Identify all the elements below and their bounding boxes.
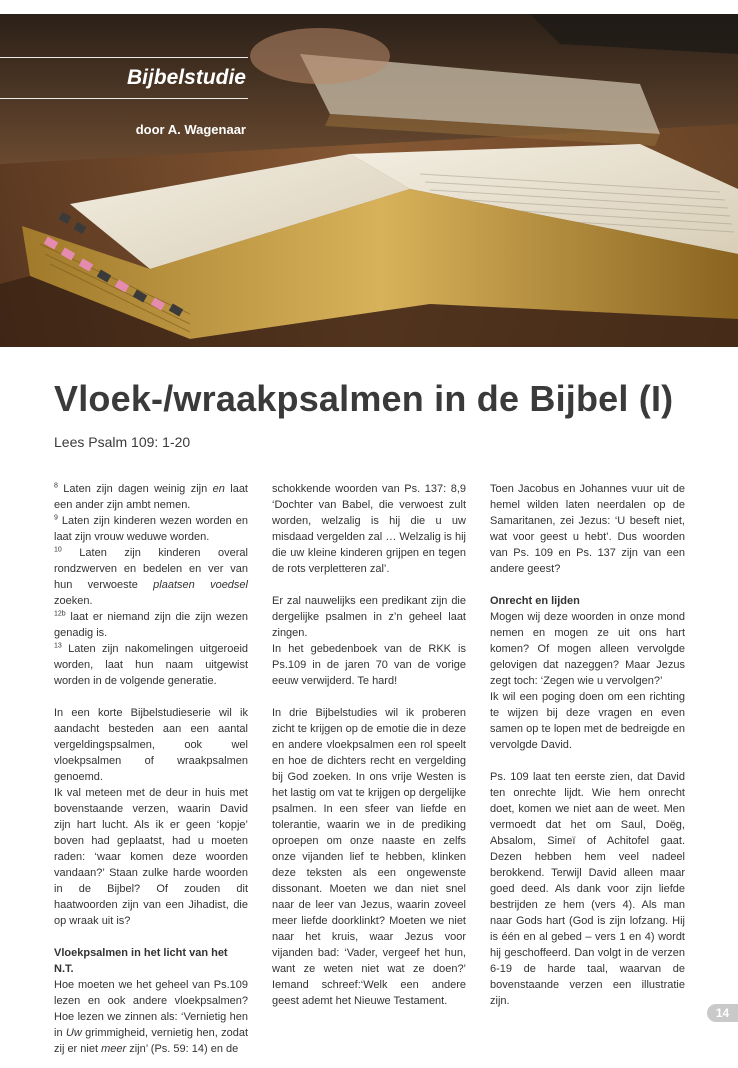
article-subtitle: Lees Psalm 109: 1-20 xyxy=(54,434,191,450)
header-rule-top xyxy=(0,57,248,58)
paragraph: In drie Bijbelstudies wil ik proberen zicht te krijgen op de emotie die in deze en andere vloekpsalmen een rol speelt en hoe de dichters recht en vergelding bij God zoeken. In ons vrije Westen is het lastig om vat te krijgen op dergelijke psalmen. In een sfeer van liefde en tolerantie, waarin we in de prediking oproepen om onze naaste en zelfs onze vijanden lief te hebben, klinken deze teksten als een ongewenste dissonant. Moeten we dan niet snel naar de leer van Jezus, waarin zoveel meer liefde doorklinkt? Moeten we niet naar het kruis, waar Jezus voor vijanden bad: ‘Vader, vergeef het hun, want ze weten niet wat ze doen?’ Iemand schreef:‘Welk een andere geest ademt het Nieuwe Testament. xyxy=(272,707,466,1007)
paragraph: Ps. 109 laat ten eerste zien, dat David ten onrechte lijdt. Wie hem onrecht doet, komen we niet aan de weet. Men vermoedt dat het om Saul, Doëg, Absalom, Simeï of Achitofel gaat. Dezen hebben hem veel nadeel berokkend. Terwijl David alleen maar goed deed. Als dank voor zijn liefde bestrijden ze hem (vers 4). Als man naar Gods hart (God is zijn lofzang. Hij is één en al gebed – vers 1 en 4) wordt hij geschoffeerd. Dan volgt in de verzen 6-19 de harde taal, waarvan de bovenstaande verzen een illustratie zijn. xyxy=(490,771,685,1007)
paragraph: In het gebedenboek van de RKK is Ps.109 in de jaren 70 van de vorige eeuw verwijderd. Te hard! xyxy=(272,643,466,687)
verse-8: $^8$ Laten zijn dagen weinig zijn en laat een ander zijn ambt nemen. xyxy=(54,482,248,511)
paragraph: Toen Jacobus en Johannes vuur uit de hemel wilden laten neerdalen op de Samaritanen, zei Jezus: ‘U beseft niet, wat voor geest u hebt’. Dus woorden van Ps. 109 en Ps. 137 zijn van een andere geest? xyxy=(490,483,685,575)
paragraph: Hoe moeten we het geheel van Ps.109 lezen en ook andere vloekpsalmen? Hoe lezen we zinnen als: ‘Vernietig hen in Uw grimmigheid, vernietig hen, zodat zij er niet meer zijn’ (Ps. 59: 14) en de xyxy=(54,979,248,1055)
author-byline: door A. Wagenaar xyxy=(135,122,246,137)
text-column-3 xyxy=(490,481,685,1009)
paragraph: Ik wil een poging doen om een richting te wijzen bij deze vragen en even samen op te lopen met de bedreigde en vervolgde David. xyxy=(490,691,685,751)
verse-12: $^{12b}$ laat er niemand zijn die zijn wezen genadig is. xyxy=(54,610,248,639)
verse-9: $^9$ Laten zijn kinderen wezen worden en laat zijn vrouw weduwe worden. xyxy=(54,514,248,543)
verse-13: $^{13}$ Laten zijn nakomelingen uitgeroeid worden, laat hun naam uitgewist worden in de volgende generatie. xyxy=(54,642,248,687)
section-heading: Vloekpsalmen in het licht van het N.T. xyxy=(54,947,228,975)
paragraph: Mogen wij deze woorden in onze mond nemen en mogen ze uit ons hart komen? Of mogen alleen vervolgde gelovigen dat nazeggen? Maar Jezus zegt toch: ‘Zegen wie u vervolgen?’ xyxy=(490,611,685,687)
paragraph: In een korte Bijbelstudieserie wil ik aandacht besteden aan een aantal vergeldingspsalmen, ook wel vloekpsalmen of wraakpsalmen genoemd. xyxy=(54,707,248,783)
verse-10: $^{10}$ Laten zijn kinderen overal rondzwerven en bedelen en ver van hun verwoeste plaatsen voedsel zoeken. xyxy=(54,546,248,607)
paragraph: schokkende woorden van Ps. 137: 8,9 ‘Dochter van Babel, die verwoest zult worden, welzalig is hij die u uw misdaad vergelden zal … Welzalig is hij die uw kleine kinderen grijpen en tegen de rots verpletteren zal’. xyxy=(272,483,466,575)
article-title: Vloek-/wraakpsalmen in de Bijbel (I) xyxy=(54,378,674,419)
section-kicker: Bijbelstudie xyxy=(126,66,246,89)
hero-photo xyxy=(0,14,738,347)
header-rule-bottom xyxy=(0,98,248,99)
open-bible-illustration xyxy=(0,14,738,347)
text-column-2 xyxy=(272,481,466,1009)
paragraph: Ik val meteen met de deur in huis met bovenstaande verzen, waarin David zijn hart lucht. Als ik er geen ‘kopje’ boven had geplaatst, had u moeten raden: ‘waar komen deze woorden vandaan?’ Staan zulke harde woorden in de Bijbel? Of zouden dit haatwoorden zijn van een Jihadist, die op wraak uit is? xyxy=(54,787,248,927)
paragraph: Er zal nauwelijks een predikant zijn die dergelijke psalmen in z’n geheel laat zingen. xyxy=(272,595,466,639)
text-column-1 xyxy=(54,481,248,1057)
page-number: 14 xyxy=(707,1004,738,1022)
section-heading: Onrecht en lijden xyxy=(490,595,580,607)
